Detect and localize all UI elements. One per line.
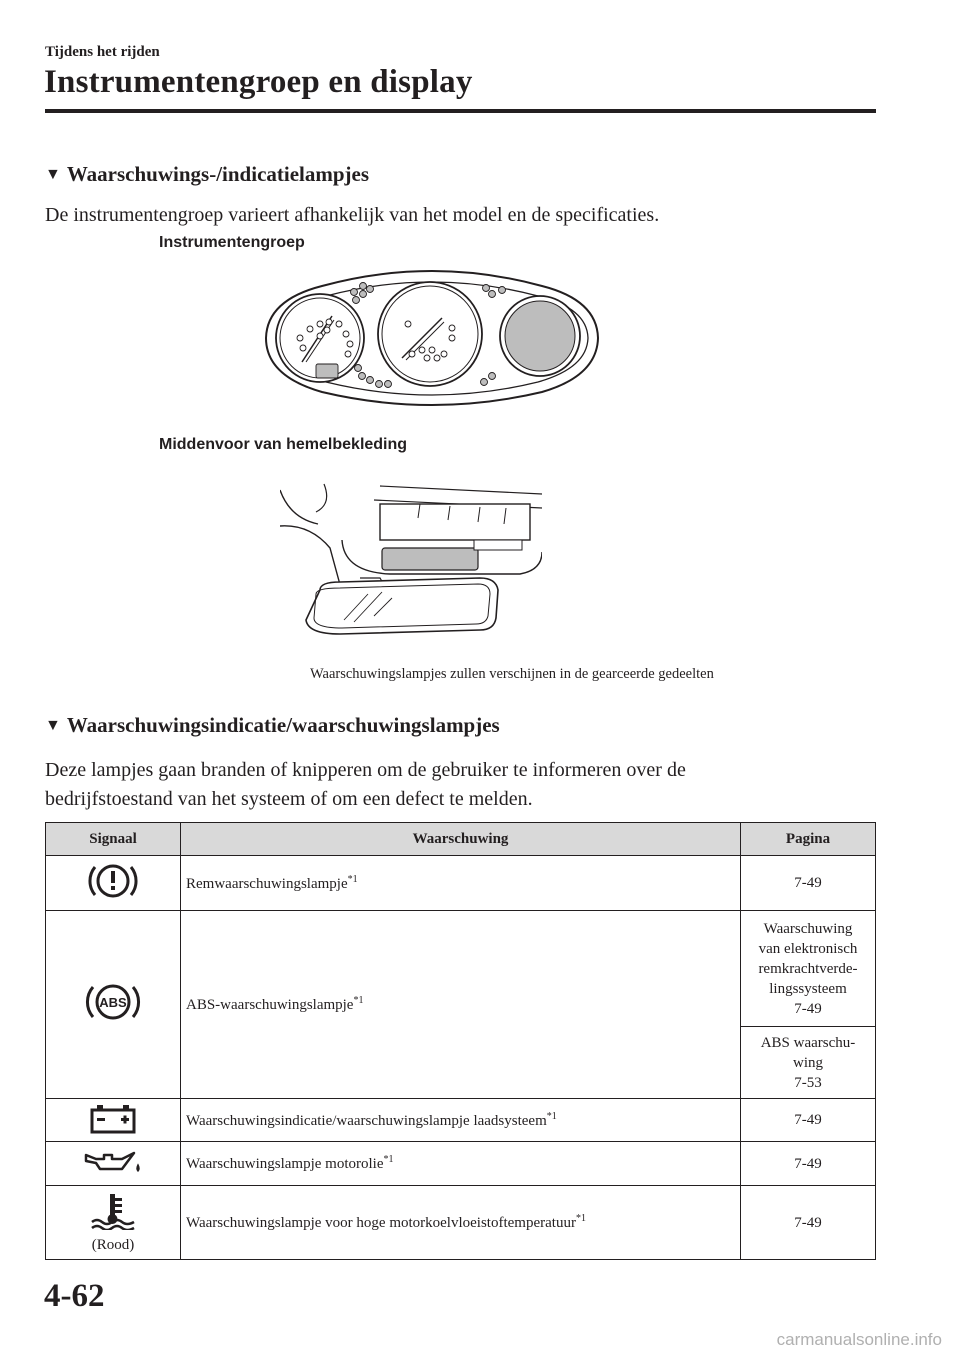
oil-pressure-icon [82,1147,144,1175]
page-title: Instrumentengroep en display [44,64,473,100]
header-signal: Signaal [46,823,181,856]
section-heading-warning-lamps: ▼ Waarschuwingsindicatie/waarschuwingslampjes [45,713,500,737]
overhead-console-illustration [280,482,542,638]
signal-cell [46,911,181,1099]
warning-signal-table [45,822,876,1260]
signal-cell [46,1186,181,1260]
table-row [46,911,876,1027]
warning-cell: ABS-waarschuwingslampje$^{*1}$ [181,911,741,1099]
table-row [46,1142,876,1186]
brake-warning-icon [86,859,140,903]
page-number: 4-62 [44,1278,105,1314]
svg-text:ABS: ABS [99,995,127,1010]
icon-color-note: (Rood) [91,1236,135,1253]
battery-charging-icon [88,1102,138,1134]
watermark: carmanualsonline.info [776,1330,942,1349]
section2-intro-line1: Deze lampjes gaan branden of knipperen om de gebruiker te informeren over de [45,759,686,781]
signal-cell [46,856,181,911]
warning-cell: Waarschuwingsindicatie/waarschuwingslampje laadsysteem$^{*1}$ [181,1099,741,1142]
page-cell: 7-49 [741,1142,876,1186]
page-cell: 7-49 [741,856,876,911]
header-warning: Waarschuwing [181,823,741,856]
table-header-row [46,823,876,856]
table-row [46,1099,876,1142]
warning-cell: Waarschuwingslampje voor hoge motorkoelvloeistoftemperatuur$^{*1}$ [181,1186,741,1260]
table-row [46,1186,876,1260]
instrument-cluster-illustration [262,258,602,416]
figure-label-cluster: Instrumentengroep [159,234,305,251]
section2-intro-line2: bedrijfstoestand van het systeem of om een defect te melden. [45,788,533,810]
section-heading-indicator-lamps: ▼ Waarschuwings-/indicatielampjes [45,162,370,186]
coolant-temperature-icon [88,1192,138,1230]
warning-cell: Remwaarschuwingslampje$^{*1}$ [181,856,741,911]
page-cell-esc: Waarschuwing van elektronisch remkrachtverde- lingssysteem 7-49 [741,911,876,1027]
signal-cell [46,1142,181,1186]
abs-warning-icon [83,978,143,1026]
figure-label-roof: Middenvoor van hemelbekleding [159,436,408,453]
page-cell-abs: ABS waarschu- wing 7-53 [741,1027,876,1099]
warning-cell: Waarschuwingslampje motorolie$^{*1}$ [181,1142,741,1186]
signal-cell [46,1099,181,1142]
section-intro: De instrumentengroep varieert afhankelijk van het model en de specificaties. [45,204,660,226]
chapter-title: Tijdens het rijden [45,44,160,60]
header-page: Pagina [741,823,876,856]
figure-caption: Waarschuwingslampjes zullen verschijnen in de gearceerde gedeelten [310,666,714,682]
title-rule [45,109,876,113]
page-cell: 7-49 [741,1099,876,1142]
table-row [46,856,876,911]
page-cell: 7-49 [741,1186,876,1260]
